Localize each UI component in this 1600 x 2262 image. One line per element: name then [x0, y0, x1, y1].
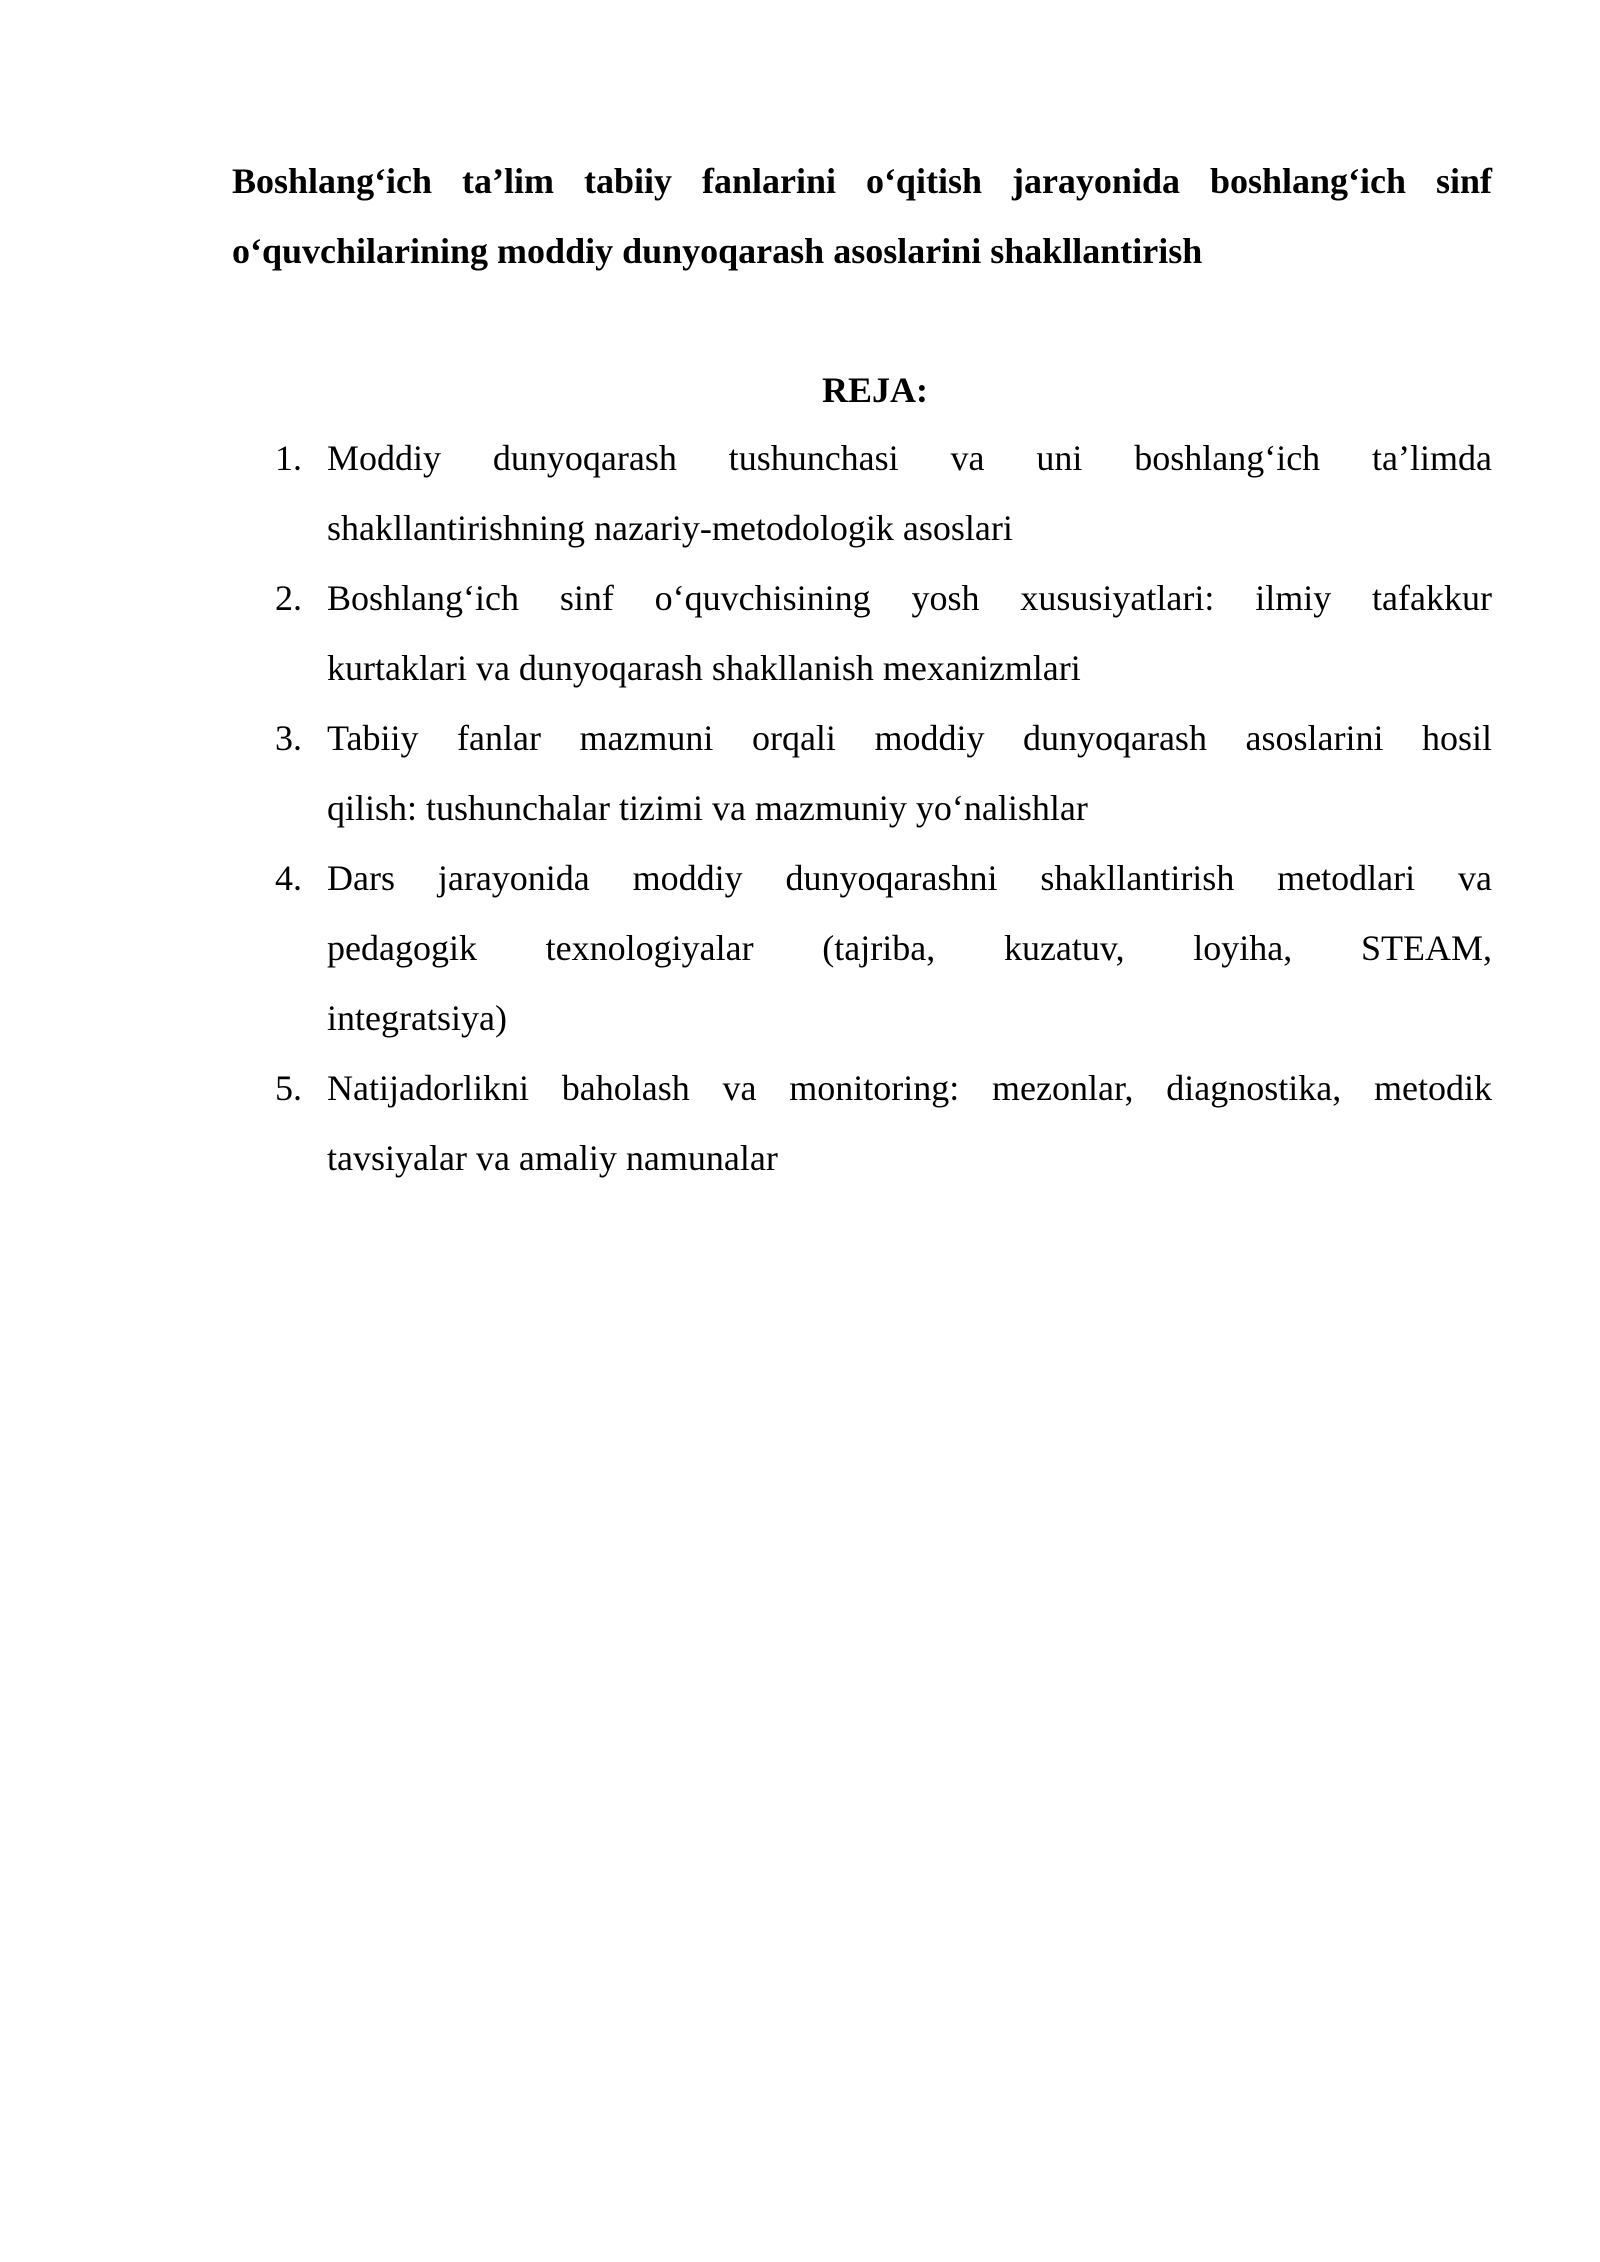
plan-item-text: pedagogik texnologiyalar (tajriba, kuzatuv, loyiha, STEAM,: [327, 928, 1492, 968]
plan-item-text: shakllantirishning nazariy-metodologik asoslari: [327, 508, 1013, 548]
plan-item-number: 4.: [275, 858, 302, 898]
plan-item-number: 2.: [275, 578, 302, 618]
plan-item-text: Natijadorlikni baholash va monitoring: mezonlar, diagnostika, metodik: [327, 1068, 1492, 1108]
plan-item-text: kurtaklari va dunyoqarash shakllanish mexanizmlari: [327, 648, 1081, 688]
plan-item-text: Moddiy dunyoqarash tushunchasi va uni boshlang‘ich ta’limda: [327, 438, 1492, 478]
plan-item-5: [275, 1053, 1492, 1193]
title-line-2: o‘quvchilarining moddiy dunyoqarash asoslarini shakllantirish: [232, 231, 1203, 271]
plan-item-text: integratsiya): [327, 998, 507, 1038]
plan-item-text: qilish: tushunchalar tizimi va mazmuniy yo‘nalishlar: [327, 788, 1088, 828]
plan-item-3: [275, 703, 1492, 843]
plan-item-1: [275, 423, 1492, 563]
plan-heading: REJA:: [822, 370, 928, 410]
plan-item-number: 1.: [275, 438, 302, 478]
plan-item-2: [275, 563, 1492, 703]
document-title: [232, 146, 1492, 286]
plan-item-number: 3.: [275, 718, 302, 758]
plan-item-4: [275, 843, 1492, 1053]
plan-list: [275, 423, 1492, 1193]
plan-item-text: Boshlang‘ich sinf o‘quvchisining yosh xususiyatlari: ilmiy tafakkur: [327, 578, 1492, 618]
title-line-1: Boshlang‘ich ta’lim tabiiy fanlarini o‘qitish jarayonida boshlang‘ich sinf: [232, 161, 1492, 201]
plan-item-text: Tabiiy fanlar mazmuni orqali moddiy dunyoqarash asoslarini hosil: [327, 718, 1492, 758]
plan-item-text: Dars jarayonida moddiy dunyoqarashni shakllantirish metodlari va: [327, 858, 1492, 898]
plan-item-number: 5.: [275, 1068, 302, 1108]
plan-item-text: tavsiyalar va amaliy namunalar: [327, 1138, 778, 1178]
